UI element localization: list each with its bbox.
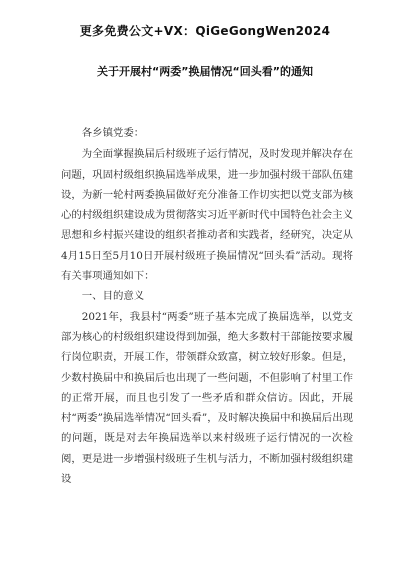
document-title: 关于开展村“两委”换届情况“回头看”的通知 [97, 65, 313, 78]
section-heading-purpose: 一、目的意义 [81, 290, 145, 303]
document-body [61, 123, 353, 489]
salutation: 各乡镇党委： [81, 127, 145, 139]
promo-banner: 更多免费公文+VX：QiGeGongWen2024 [79, 24, 331, 38]
paragraph-purpose: 2021年，我县村“两委”班子基本完成了换届选举，以党支部为核心的村级组织建设得到加强，绝大多数村干部能按要求履行岗位职责，开展工作，带领群众致富，树立较好形象。但是，少数村换届中和换届后也出现了一些问题，不但影响了村里工作的正常开展，而且也引发了一些矛盾和群众信访。因此，开展村“两委”换届选举情况“回头看”，及时解决换届中和换届后出现的问题，既是对去年换届选举以来村级班子运行情况的一次检阅，更是进一步增强村级班子生机与活力，不断加强村级组织建设 [61, 310, 353, 486]
paragraph-intro: 为全面掌握换届后村级班子运行情况，及时发现并解决存在问题，巩固村级组织换届选举成果，进一步加强村级干部队伍建设，为新一轮村两委换届做好充分准备工作切实把以党支部为核心的村级组织建设成为贯彻落实习近平新时代中国特色社会主义思想和乡村振兴建设的组织者推动者和实践者，经研究，决定从4月15日至5月10日开展村级班子换届情况“回头看”活动。现将有关事项通知如下： [61, 148, 353, 283]
